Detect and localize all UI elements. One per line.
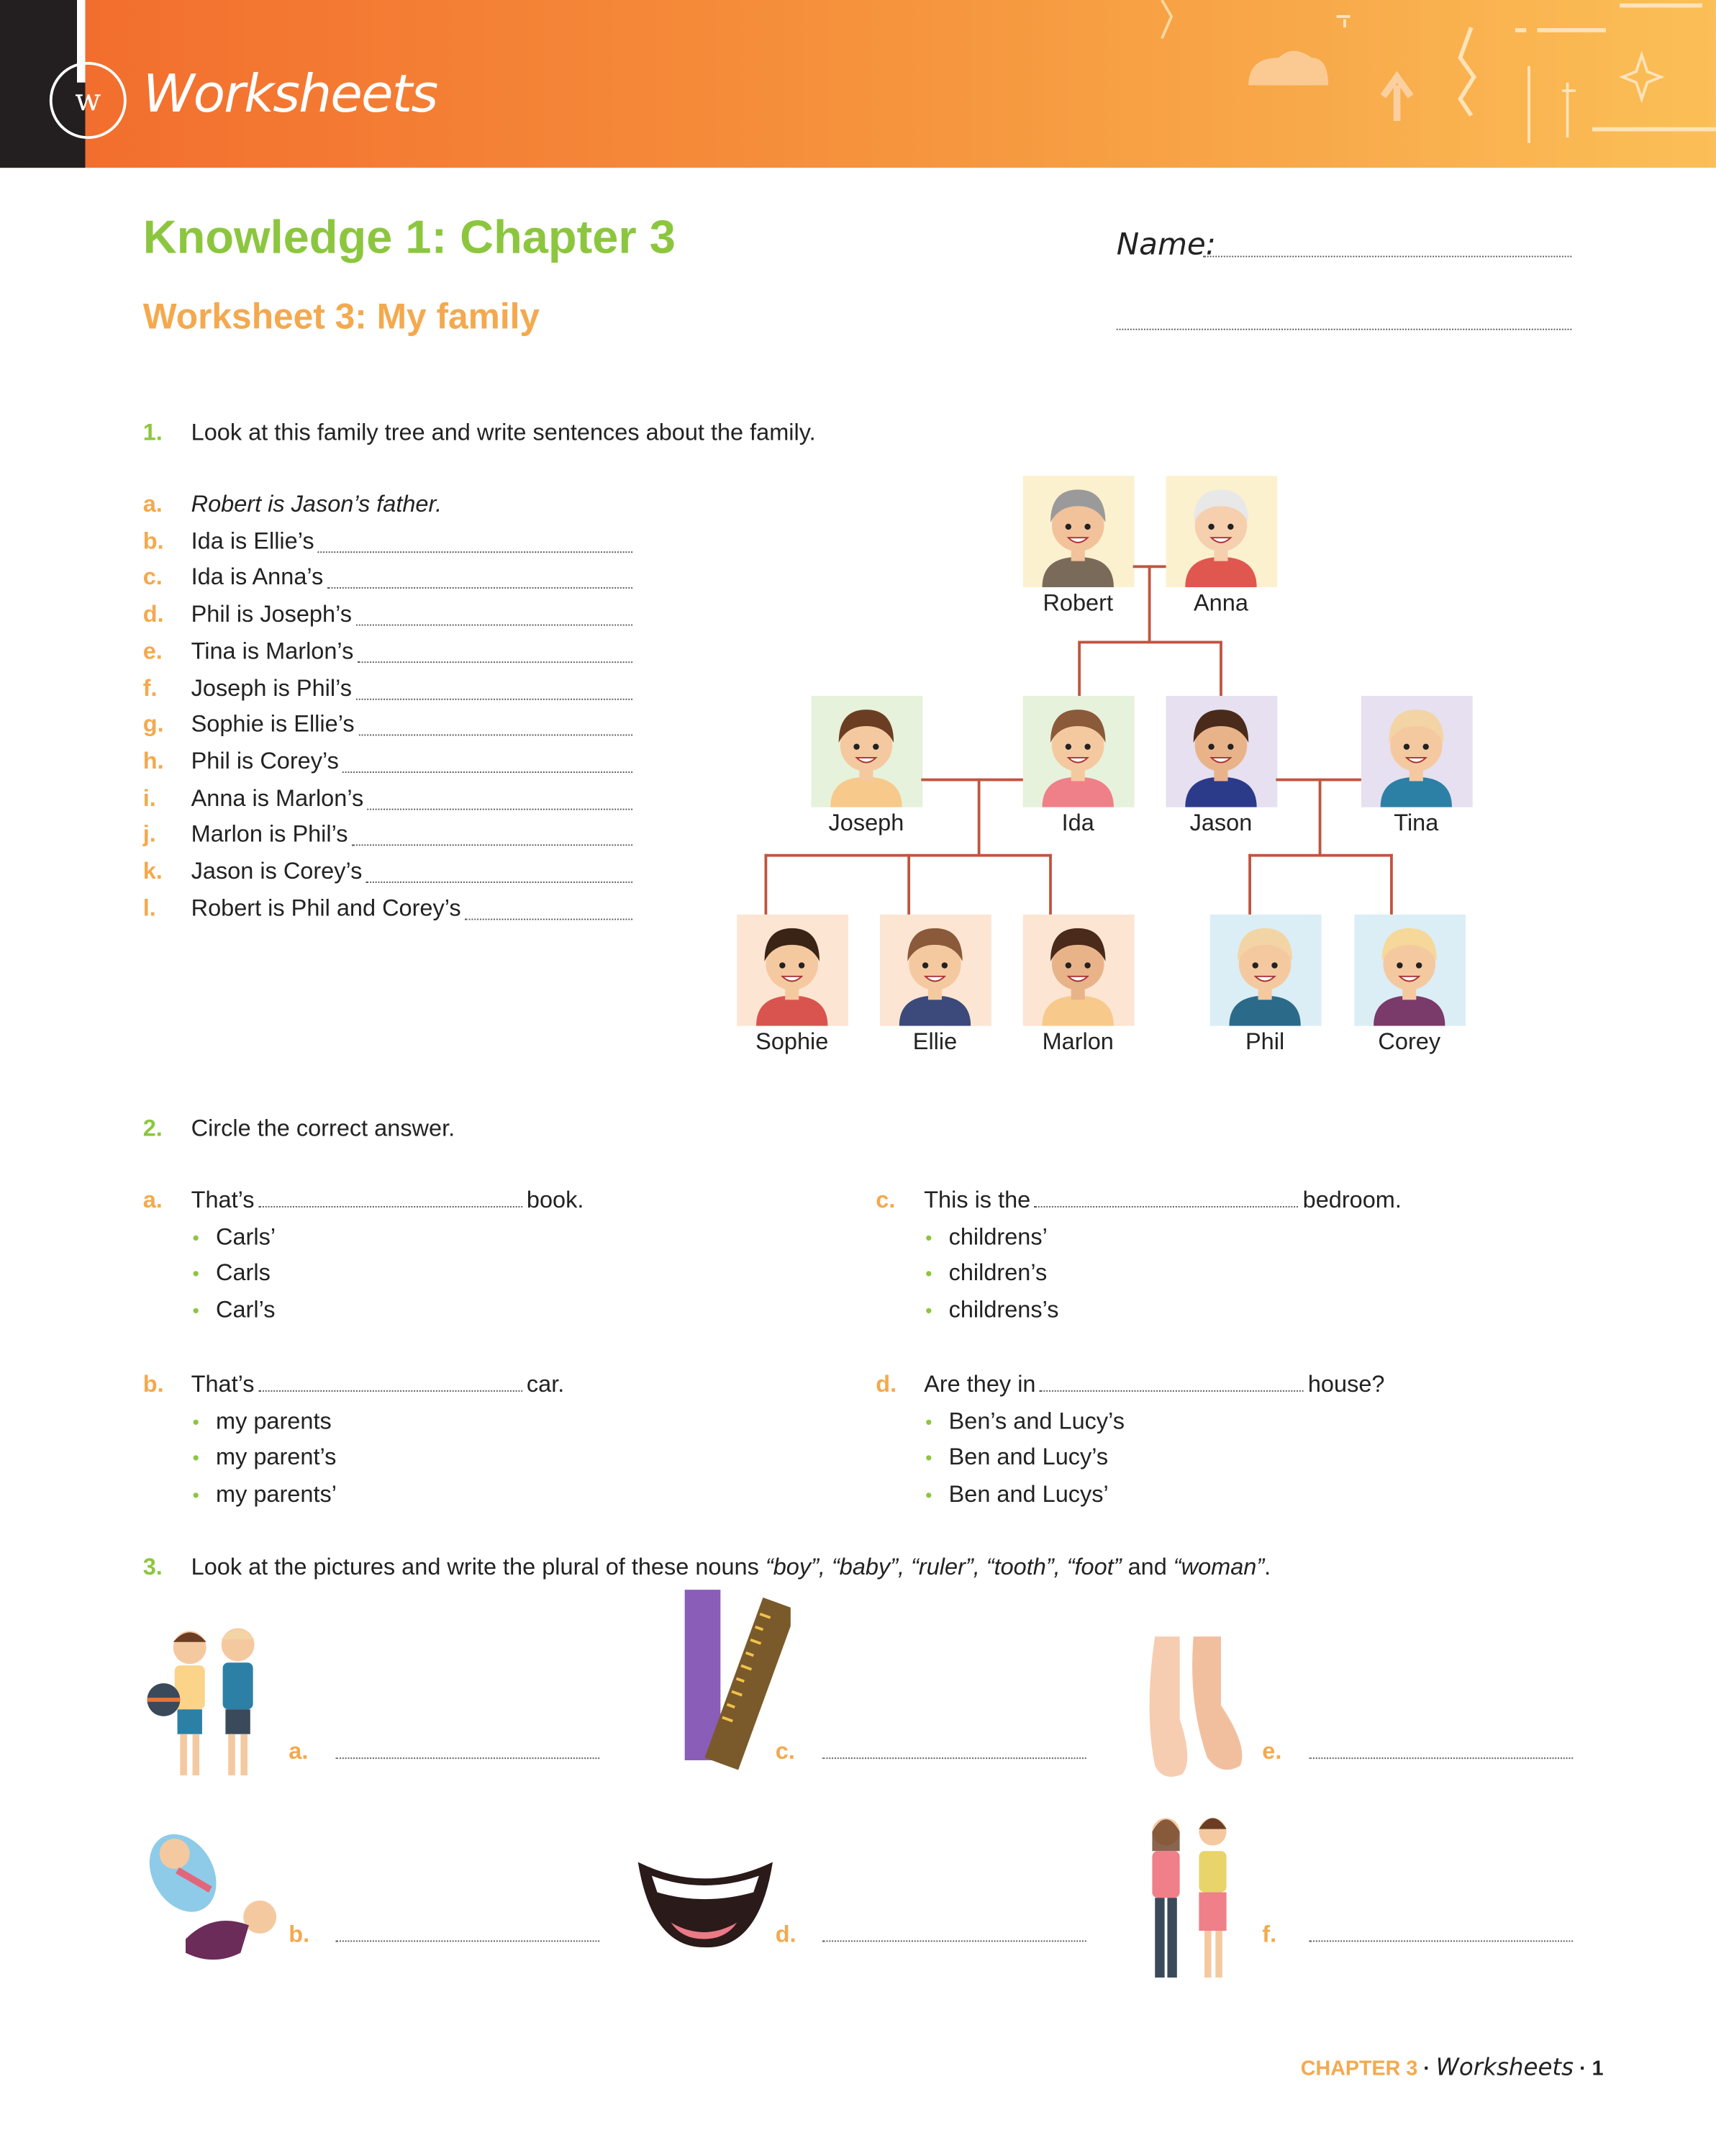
q3-answer-line[interactable] — [335, 1940, 599, 1942]
photo-robert — [1023, 476, 1135, 587]
q2-b-sentence — [191, 1371, 565, 1398]
q3-answer-line[interactable] — [822, 1757, 1086, 1759]
q2-c-letter: c. — [876, 1187, 896, 1213]
q2-c-option[interactable]: childrens’s — [948, 1297, 1059, 1323]
q2-a-post: book. — [526, 1187, 584, 1213]
brand-title: Worksheets — [142, 63, 437, 124]
bullet-icon: • — [925, 1410, 932, 1433]
tree-connector-line — [1049, 854, 1052, 915]
jason-avatar-icon — [1166, 696, 1278, 807]
q1-item-text: Phil is Joseph’s — [191, 601, 352, 628]
babies-picture — [145, 1829, 282, 1967]
tree-connector-line — [1079, 641, 1222, 644]
tree-name-tina: Tina — [1394, 810, 1439, 836]
photo-phil — [1210, 915, 1322, 1026]
photo-corey — [1354, 915, 1466, 1026]
tree-connector-line — [1390, 854, 1393, 915]
q2-c-option[interactable]: childrens’ — [948, 1223, 1048, 1250]
corey-avatar-icon — [1354, 915, 1466, 1026]
q1-answer-line[interactable] — [366, 882, 632, 883]
q2-c-option[interactable]: children’s — [948, 1260, 1048, 1287]
photo-anna — [1166, 476, 1278, 587]
q1-answer-line[interactable] — [359, 735, 632, 736]
q1-answer-line[interactable] — [367, 808, 632, 810]
tree-connector-line — [921, 779, 1022, 782]
q1-item-letter: i. — [142, 784, 156, 811]
tree-name-marlon: Marlon — [1042, 1028, 1114, 1055]
tree-name-jason: Jason — [1189, 810, 1253, 836]
q1-item-letter: f. — [142, 674, 158, 701]
q2-d-pre: Are they in — [924, 1371, 1036, 1398]
phil-avatar-icon — [1210, 915, 1322, 1026]
tree-connector-line — [1220, 641, 1222, 696]
q3-nouns: “boy”, “baby”, “ruler”, “tooth”, “foot” — [765, 1554, 1122, 1580]
name-label: Name: — [1116, 228, 1216, 263]
bullet-icon: • — [925, 1447, 932, 1469]
q3-letter: b. — [289, 1921, 310, 1947]
bullet-icon: • — [192, 1226, 199, 1249]
q2-b-option[interactable]: my parents’ — [216, 1481, 337, 1508]
q2-d-letter: d. — [876, 1371, 897, 1398]
q2-b-option[interactable]: my parent’s — [216, 1444, 337, 1471]
name-field-line-2[interactable] — [1117, 329, 1572, 330]
q2-a-option[interactable]: Carls — [216, 1260, 271, 1287]
page-title: Knowledge 1: Chapter 3 — [142, 212, 676, 264]
q3-instruction — [191, 1554, 1271, 1581]
sophie-avatar-icon — [737, 915, 848, 1026]
tree-name-phil: Phil — [1245, 1028, 1285, 1055]
photo-ellie — [880, 915, 991, 1026]
q3-last-noun: “woman” — [1173, 1554, 1265, 1580]
tree-connector-line — [907, 854, 910, 915]
tree-connector-line — [765, 854, 768, 915]
ellie-avatar-icon — [880, 915, 991, 1026]
tree-connector-line — [1248, 854, 1393, 857]
feet-picture — [1141, 1631, 1251, 1782]
anna-avatar-icon — [1166, 476, 1278, 587]
footer — [1301, 2055, 1604, 2082]
teeth-picture — [632, 1854, 777, 1957]
q1-instruction: Look at this family tree and write sentences about the family. — [191, 419, 816, 446]
footer-brand: Worksheets — [1435, 2055, 1574, 2083]
footer-separator-2: · — [1579, 2057, 1586, 2081]
q3-answer-line[interactable] — [822, 1940, 1086, 1942]
q2-b-blank[interactable] — [258, 1390, 522, 1392]
q1-answer-line[interactable] — [356, 625, 632, 626]
photo-sophie — [737, 915, 848, 1026]
q1-item-text: Jason is Corey’s — [191, 858, 363, 884]
marlon-avatar-icon — [1023, 915, 1135, 1026]
q3-answer-line[interactable] — [1309, 1940, 1573, 1942]
tree-connector-line — [1319, 779, 1322, 856]
q3-answer-line[interactable] — [1309, 1757, 1573, 1759]
q3-text-and: and — [1121, 1554, 1173, 1580]
robert-avatar-icon — [1023, 476, 1135, 587]
q2-instruction: Circle the correct answer. — [191, 1115, 455, 1142]
q3-answer-line[interactable] — [335, 1757, 599, 1759]
footer-separator: · — [1423, 2057, 1430, 2081]
tree-name-sophie: Sophie — [755, 1028, 829, 1055]
ida-avatar-icon — [1023, 696, 1135, 807]
page-number: 1 — [1592, 2057, 1604, 2081]
tree-connector-line — [1148, 565, 1151, 642]
q1-item-text: Ida is Ellie’s — [191, 527, 314, 554]
bullet-icon: • — [192, 1410, 199, 1433]
q1-item-text: Phil is Corey’s — [191, 748, 339, 774]
q2-b-option[interactable]: my parents — [216, 1408, 332, 1434]
q1-item-text: Joseph is Phil’s — [191, 674, 352, 701]
q2-a-letter: a. — [142, 1187, 163, 1213]
q1-item-letter: g. — [142, 711, 164, 738]
q1-item-letter: j. — [142, 821, 156, 848]
tree-name-corey: Corey — [1378, 1028, 1441, 1055]
boys-picture — [145, 1620, 268, 1782]
q1-item-text: Marlon is Phil’s — [191, 821, 348, 848]
bullet-icon: • — [925, 1300, 932, 1322]
q2-d-post: house? — [1307, 1371, 1385, 1398]
photo-tina — [1361, 696, 1473, 807]
q2-c-blank[interactable] — [1035, 1206, 1299, 1208]
tree-name-ida: Ida — [1061, 810, 1094, 836]
worksheets-logo — [50, 62, 127, 139]
q1-item-text: Robert is Phil and Corey’s — [191, 894, 461, 921]
q2-d-sentence — [924, 1371, 1384, 1398]
bullet-icon: • — [925, 1226, 932, 1249]
q1-answer-line[interactable] — [465, 918, 632, 920]
q1-answer-line[interactable] — [352, 845, 632, 846]
q2-a-pre: That’s — [191, 1187, 255, 1213]
q1-item-letter: h. — [142, 748, 164, 774]
tree-name-robert: Robert — [1043, 589, 1113, 617]
logo-letter: w — [75, 83, 101, 118]
bullet-icon: • — [192, 1300, 199, 1322]
rulers-picture — [681, 1587, 791, 1772]
q1-answer-line[interactable] — [356, 698, 632, 699]
q3-text: Look at the pictures and write the plural of these nouns — [191, 1554, 766, 1580]
q3-letter: a. — [289, 1738, 309, 1765]
photo-jason — [1166, 696, 1278, 807]
q2-c-sentence — [924, 1187, 1402, 1214]
q1-item-letter: c. — [142, 564, 163, 591]
joseph-avatar-icon — [811, 696, 922, 807]
q2-b-letter: b. — [142, 1371, 164, 1398]
bullet-icon: • — [192, 1484, 199, 1506]
tree-connector-line — [978, 779, 981, 856]
q2-a-sentence — [191, 1187, 584, 1214]
q3-number: 3. — [142, 1554, 163, 1580]
q2-b-pre: That’s — [191, 1371, 255, 1398]
photo-ida — [1023, 696, 1135, 807]
tree-connector-line — [1078, 641, 1081, 696]
tree-name-anna: Anna — [1194, 589, 1248, 617]
q3-letter: f. — [1262, 1921, 1277, 1947]
q2-d-option[interactable]: Ben and Lucys’ — [948, 1481, 1109, 1508]
page-subtitle: Worksheet 3: My family — [142, 295, 540, 338]
tree-connector-line — [1248, 854, 1251, 915]
q1-item-letter: d. — [142, 601, 164, 628]
q2-c-post: bedroom. — [1302, 1187, 1402, 1213]
tina-avatar-icon — [1361, 696, 1473, 807]
q2-d-blank[interactable] — [1040, 1390, 1304, 1392]
q2-d-option[interactable]: Ben’s and Lucy’s — [948, 1408, 1125, 1434]
bullet-icon: • — [925, 1484, 932, 1506]
photo-marlon — [1023, 915, 1135, 1026]
bullet-icon: • — [192, 1447, 199, 1469]
q1-item-text: Robert is Jason’s father. — [191, 491, 442, 517]
q2-a-option[interactable]: Carl’s — [216, 1297, 276, 1323]
bullet-icon: • — [192, 1263, 199, 1285]
decorative-doodles-icon — [1155, 0, 1716, 168]
tree-name-ellie: Ellie — [912, 1028, 958, 1055]
q1-item-text: Sophie is Ellie’s — [191, 711, 355, 738]
q1-answer-line[interactable] — [358, 661, 632, 663]
q2-a-blank[interactable] — [258, 1206, 522, 1208]
bullet-icon: • — [925, 1263, 932, 1285]
q3-letter: e. — [1262, 1738, 1282, 1765]
q1-item-letter: a. — [142, 491, 163, 517]
footer-chapter: CHAPTER 3 — [1300, 2057, 1418, 2081]
q1-item-text: Anna is Marlon’s — [191, 784, 364, 811]
photo-joseph — [811, 696, 922, 807]
q1-item-text: Ida is Anna’s — [191, 564, 324, 591]
q2-a-option[interactable]: Carls’ — [216, 1223, 276, 1250]
q1-item-letter: k. — [142, 858, 163, 884]
q2-c-pre: This is the — [924, 1187, 1031, 1213]
q2-b-post: car. — [526, 1371, 565, 1398]
q1-answer-line[interactable] — [342, 771, 632, 773]
q1-item-letter: b. — [142, 527, 164, 554]
women-picture — [1141, 1813, 1238, 1983]
q2-d-option[interactable]: Ben and Lucy’s — [948, 1444, 1109, 1471]
q3-text-end: . — [1264, 1554, 1271, 1580]
q1-item-letter: e. — [142, 638, 163, 664]
tree-name-joseph: Joseph — [828, 810, 904, 836]
q1-item-letter: l. — [142, 894, 156, 921]
q1-item-text: Tina is Marlon’s — [191, 638, 354, 664]
name-field[interactable] — [1203, 255, 1571, 257]
q1-answer-line[interactable] — [327, 588, 632, 589]
q1-answer-line[interactable] — [317, 551, 632, 553]
q3-letter: c. — [775, 1738, 795, 1765]
q1-number: 1. — [142, 419, 163, 446]
q3-letter: d. — [775, 1921, 796, 1947]
q2-number: 2. — [142, 1115, 163, 1142]
